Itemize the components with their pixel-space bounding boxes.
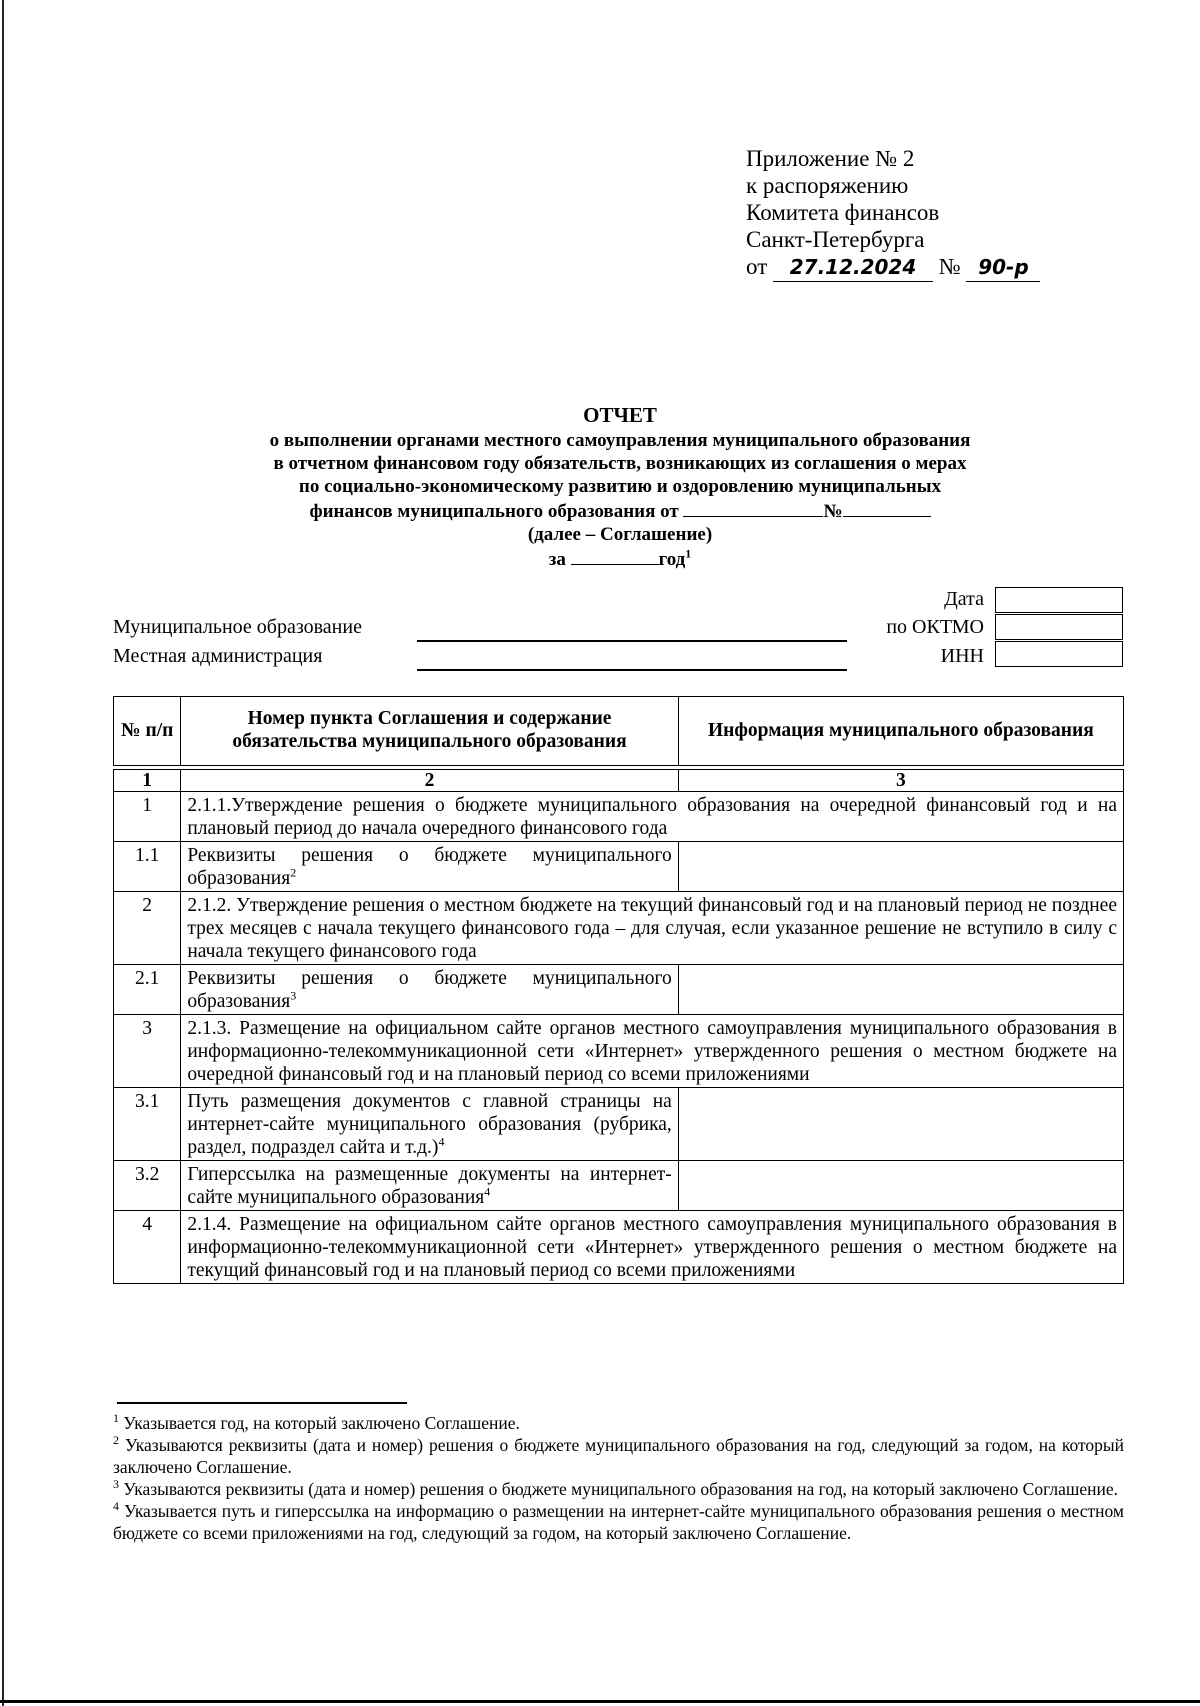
title-line-4 — [120, 498, 1120, 523]
obligations-table — [113, 696, 1124, 1284]
row-number: 2.1 — [114, 965, 181, 1015]
row-number: 1.1 — [114, 842, 181, 892]
table-row — [114, 842, 1124, 892]
agreement-date-blank[interactable] — [683, 498, 823, 517]
agreement-no-label: № — [823, 501, 843, 522]
row-number: 3.1 — [114, 1088, 181, 1161]
column-number-1: 1 — [114, 770, 181, 792]
header-col-obligation: Номер пункта Соглашения и содержание обязательства муниципального образования — [181, 697, 678, 766]
row-obligation-text: 2.1.1.Утверждение решения о бюджете муниципального образования на очередной финансовый год и на плановый период до начала очередного финансового года — [181, 792, 1124, 842]
date-code-box[interactable] — [995, 587, 1123, 613]
header-col-info: Информация муниципального образования — [678, 697, 1123, 766]
scan-edge-bottom — [0, 1700, 1200, 1703]
row-number: 2 — [114, 892, 181, 965]
table-row — [114, 892, 1124, 965]
row-obligation-text: 2.1.2. Утверждение решения о местном бюджете на текущий финансовый год и на плановый период не позднее трех месяцев с начала текущего финансового года – для случая, если указанное решение не вступило в силу с начала текущего финансового года — [181, 892, 1124, 965]
row-info-cell[interactable] — [678, 965, 1123, 1015]
footnote-ref: 3 — [290, 988, 297, 1003]
title-line-4-text: финансов муниципального образования от — [309, 501, 679, 522]
row-number: 1 — [114, 792, 181, 842]
appendix-block — [746, 145, 1040, 282]
agreement-number-blank[interactable] — [843, 498, 931, 517]
title-line-5: (далее – Соглашение) — [527, 524, 713, 545]
row-text: Гиперссылка на размещенные документы на интернет-сайте муниципального образования — [187, 1164, 672, 1208]
footnote-ref-1: 1 — [685, 546, 692, 561]
row-info-cell[interactable] — [678, 842, 1123, 892]
row-obligation-text — [181, 842, 678, 892]
inn-code-label: ИНН — [940, 645, 984, 667]
row-obligation-text — [181, 1161, 678, 1211]
scan-edge-left — [2, 0, 4, 1706]
year-label: год — [658, 549, 686, 570]
footnote-1 — [113, 1412, 1124, 1434]
footnote-mark: 2 — [113, 1433, 119, 1448]
footnote-separator — [117, 1402, 407, 1404]
footnote-text: Указывается путь и гиперссылка на информацию о размещении на интернет-сайте муниципального образования решения о местном бюджете со всеми приложениями на год, следующий за годом, на который заключено Соглашение. — [113, 1501, 1125, 1543]
date-code-label: Дата — [944, 588, 984, 610]
municipality-input-line[interactable] — [417, 640, 847, 642]
footnote-text: Указываются реквизиты (дата и номер) решения о бюджете муниципального образования на год, следующий за годом, на который заключено Соглашение. — [113, 1435, 1124, 1477]
row-number: 3 — [114, 1015, 181, 1088]
table-row — [114, 1088, 1124, 1161]
column-number-row — [114, 770, 1124, 792]
row-obligation-text: 2.1.4. Размещение на официальном сайте органов местного самоуправления муниципального образования в информационно-телекоммуникационной сети «Интернет» утвержденного решения о местном бюджете на текущий финансовый год и на плановый период со всеми приложениями — [181, 1211, 1124, 1284]
footnote-2 — [113, 1434, 1124, 1478]
appendix-date-number-line — [746, 253, 1040, 282]
row-number: 4 — [114, 1211, 181, 1284]
table-row — [114, 1161, 1124, 1211]
handwritten-number: 90-р — [966, 254, 1040, 282]
footnote-ref: 4 — [484, 1184, 491, 1199]
oktmo-code-label: по ОКТМО — [886, 616, 984, 638]
footnote-text: Указываются реквизиты (дата и номер) решения о бюджете муниципального образования на год, на который заключено Соглашение. — [123, 1479, 1118, 1499]
administration-label: Местная администрация — [113, 645, 323, 667]
row-obligation-text — [181, 965, 678, 1015]
table-row — [114, 1015, 1124, 1088]
year-blank[interactable] — [571, 546, 659, 565]
footnote-mark: 3 — [113, 1477, 119, 1492]
appendix-committee: Комитета финансов — [746, 200, 940, 225]
footnote-text: Указывается год, на который заключено Соглашение. — [123, 1413, 520, 1433]
column-number-3: 3 — [678, 770, 1123, 792]
row-text: Путь размещения документов с главной страницы на интернет-сайте муниципального образования (рубрика, раздел, подраздел сайта и т.д.) — [187, 1091, 672, 1158]
title-line-2: в отчетном финансовом году обязательств, возникающих из соглашения о мерах — [273, 453, 967, 474]
footnote-mark: 1 — [113, 1411, 119, 1426]
footnotes — [113, 1412, 1124, 1544]
footnote-mark: 4 — [113, 1499, 119, 1514]
title-line-1: о выполнении органами местного самоуправления муниципального образования — [269, 430, 971, 451]
report-title-block — [120, 404, 1120, 571]
column-number-2: 2 — [181, 770, 678, 792]
title-line-3: по социально-экономическому развитию и оздоровлению муниципальных — [298, 476, 942, 497]
appendix-title: Приложение № 2 — [746, 146, 915, 171]
footnote-ref: 4 — [438, 1134, 445, 1149]
row-number: 3.2 — [114, 1161, 181, 1211]
table-row — [114, 1211, 1124, 1284]
table-row — [114, 965, 1124, 1015]
row-info-cell[interactable] — [678, 1161, 1123, 1211]
report-heading: ОТЧЕТ — [583, 403, 657, 427]
footnote-3 — [113, 1478, 1124, 1500]
row-info-cell[interactable] — [678, 1088, 1123, 1161]
oktmo-code-box[interactable] — [995, 614, 1123, 640]
inn-code-box[interactable] — [995, 641, 1123, 667]
appendix-city: Санкт-Петербурга — [746, 227, 925, 252]
table-header-row — [114, 697, 1124, 766]
row-obligation-text — [181, 1088, 678, 1161]
footnote-ref: 2 — [290, 865, 297, 880]
row-obligation-text: 2.1.3. Размещение на официальном сайте органов местного самоуправления муниципального образования в информационно-телекоммуникационной сети «Интернет» утвержденного решения о местном бюджете на очередной финансовый год и на плановый период со всеми приложениями — [181, 1015, 1124, 1088]
appendix-order: к распоряжению — [746, 173, 909, 198]
handwritten-date: 27.12.2024 — [773, 254, 933, 282]
row-text: Реквизиты решения о бюджете муниципального образования — [187, 845, 672, 889]
header-col-number: № п/п — [114, 697, 181, 766]
administration-input-line[interactable] — [417, 669, 847, 671]
table-row — [114, 792, 1124, 842]
row-text: Реквизиты решения о бюджете муниципального образования — [187, 968, 672, 1012]
number-prefix: № — [938, 254, 961, 279]
date-prefix: от — [746, 254, 768, 279]
municipality-label: Муниципальное образование — [113, 616, 362, 638]
title-line-6 — [120, 546, 1120, 571]
footnote-4 — [113, 1500, 1124, 1544]
year-prefix: за — [548, 549, 566, 570]
